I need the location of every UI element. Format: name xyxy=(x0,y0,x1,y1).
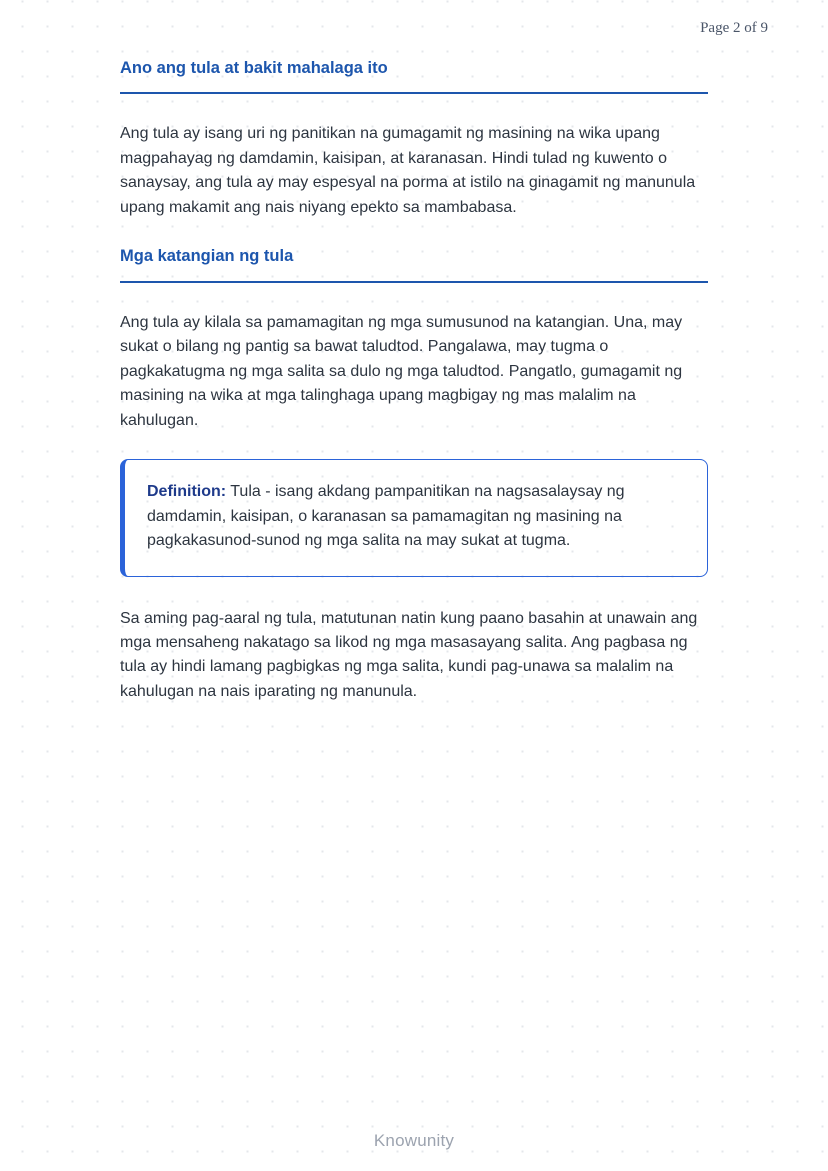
definition-text xyxy=(147,480,683,553)
section-ano-ang-tula xyxy=(120,58,708,220)
page-footer xyxy=(0,1131,828,1151)
section-paragraph: Ang tula ay isang uri ng panitikan na gumagamit ng masining na wika upang magpahayag ng damdamin, kaisipan, at karanasan. Hindi tulad ng kuwento o sanaysay, ang tula ay may espesyal na porma at istilo na ginagamit ng manunula upang makamit ang nais niyang epekto sa mambabasa. xyxy=(120,125,696,216)
document-content xyxy=(120,58,708,704)
brand-wordmark: Knowunity xyxy=(373,1131,455,1150)
definition-box xyxy=(120,459,708,576)
section-mga-katangian xyxy=(120,246,708,433)
closing-paragraph: Sa aming pag-aaral ng tula, matutunan natin kung paano basahin at unawain ang mga mensaheng nakatago sa likod ng mga masasayang salita. Ang pagbasa ng tula ay hindi lamang pagbigkas ng mga salita, kundi pag-unawa sa malalim na kahulugan na nais iparating ng manunula. xyxy=(120,609,698,700)
section-paragraph: Ang tula ay kilala sa pamamagitan ng mga sumusunod na katangian. Una, may sukat o bilang ng pantig sa bawat taludtod. Pangalawa, may tugma o pagkakatugma ng mga salita sa dulo ng mga taludtod. Pangatlo, gumagamit ng masining na wika at mga talinghaga upang magbigay ng mas malalim na kahulugan. xyxy=(120,313,683,429)
page-indicator: Page 2 of 9 xyxy=(700,20,768,36)
section-heading: Mga katangian ng tula xyxy=(120,246,708,282)
definition-body: Tula - isang akdang pampanitikan na nagsasalaysay ng damdamin, kaisipan, o karanasan sa pamamagitan ng masining na pagkakasunod-sunod ng mga salita na may sukat at tugma. xyxy=(147,483,625,550)
section-heading: Ano ang tula at bakit mahalaga ito xyxy=(120,58,708,94)
definition-label: Definition: xyxy=(147,483,227,501)
